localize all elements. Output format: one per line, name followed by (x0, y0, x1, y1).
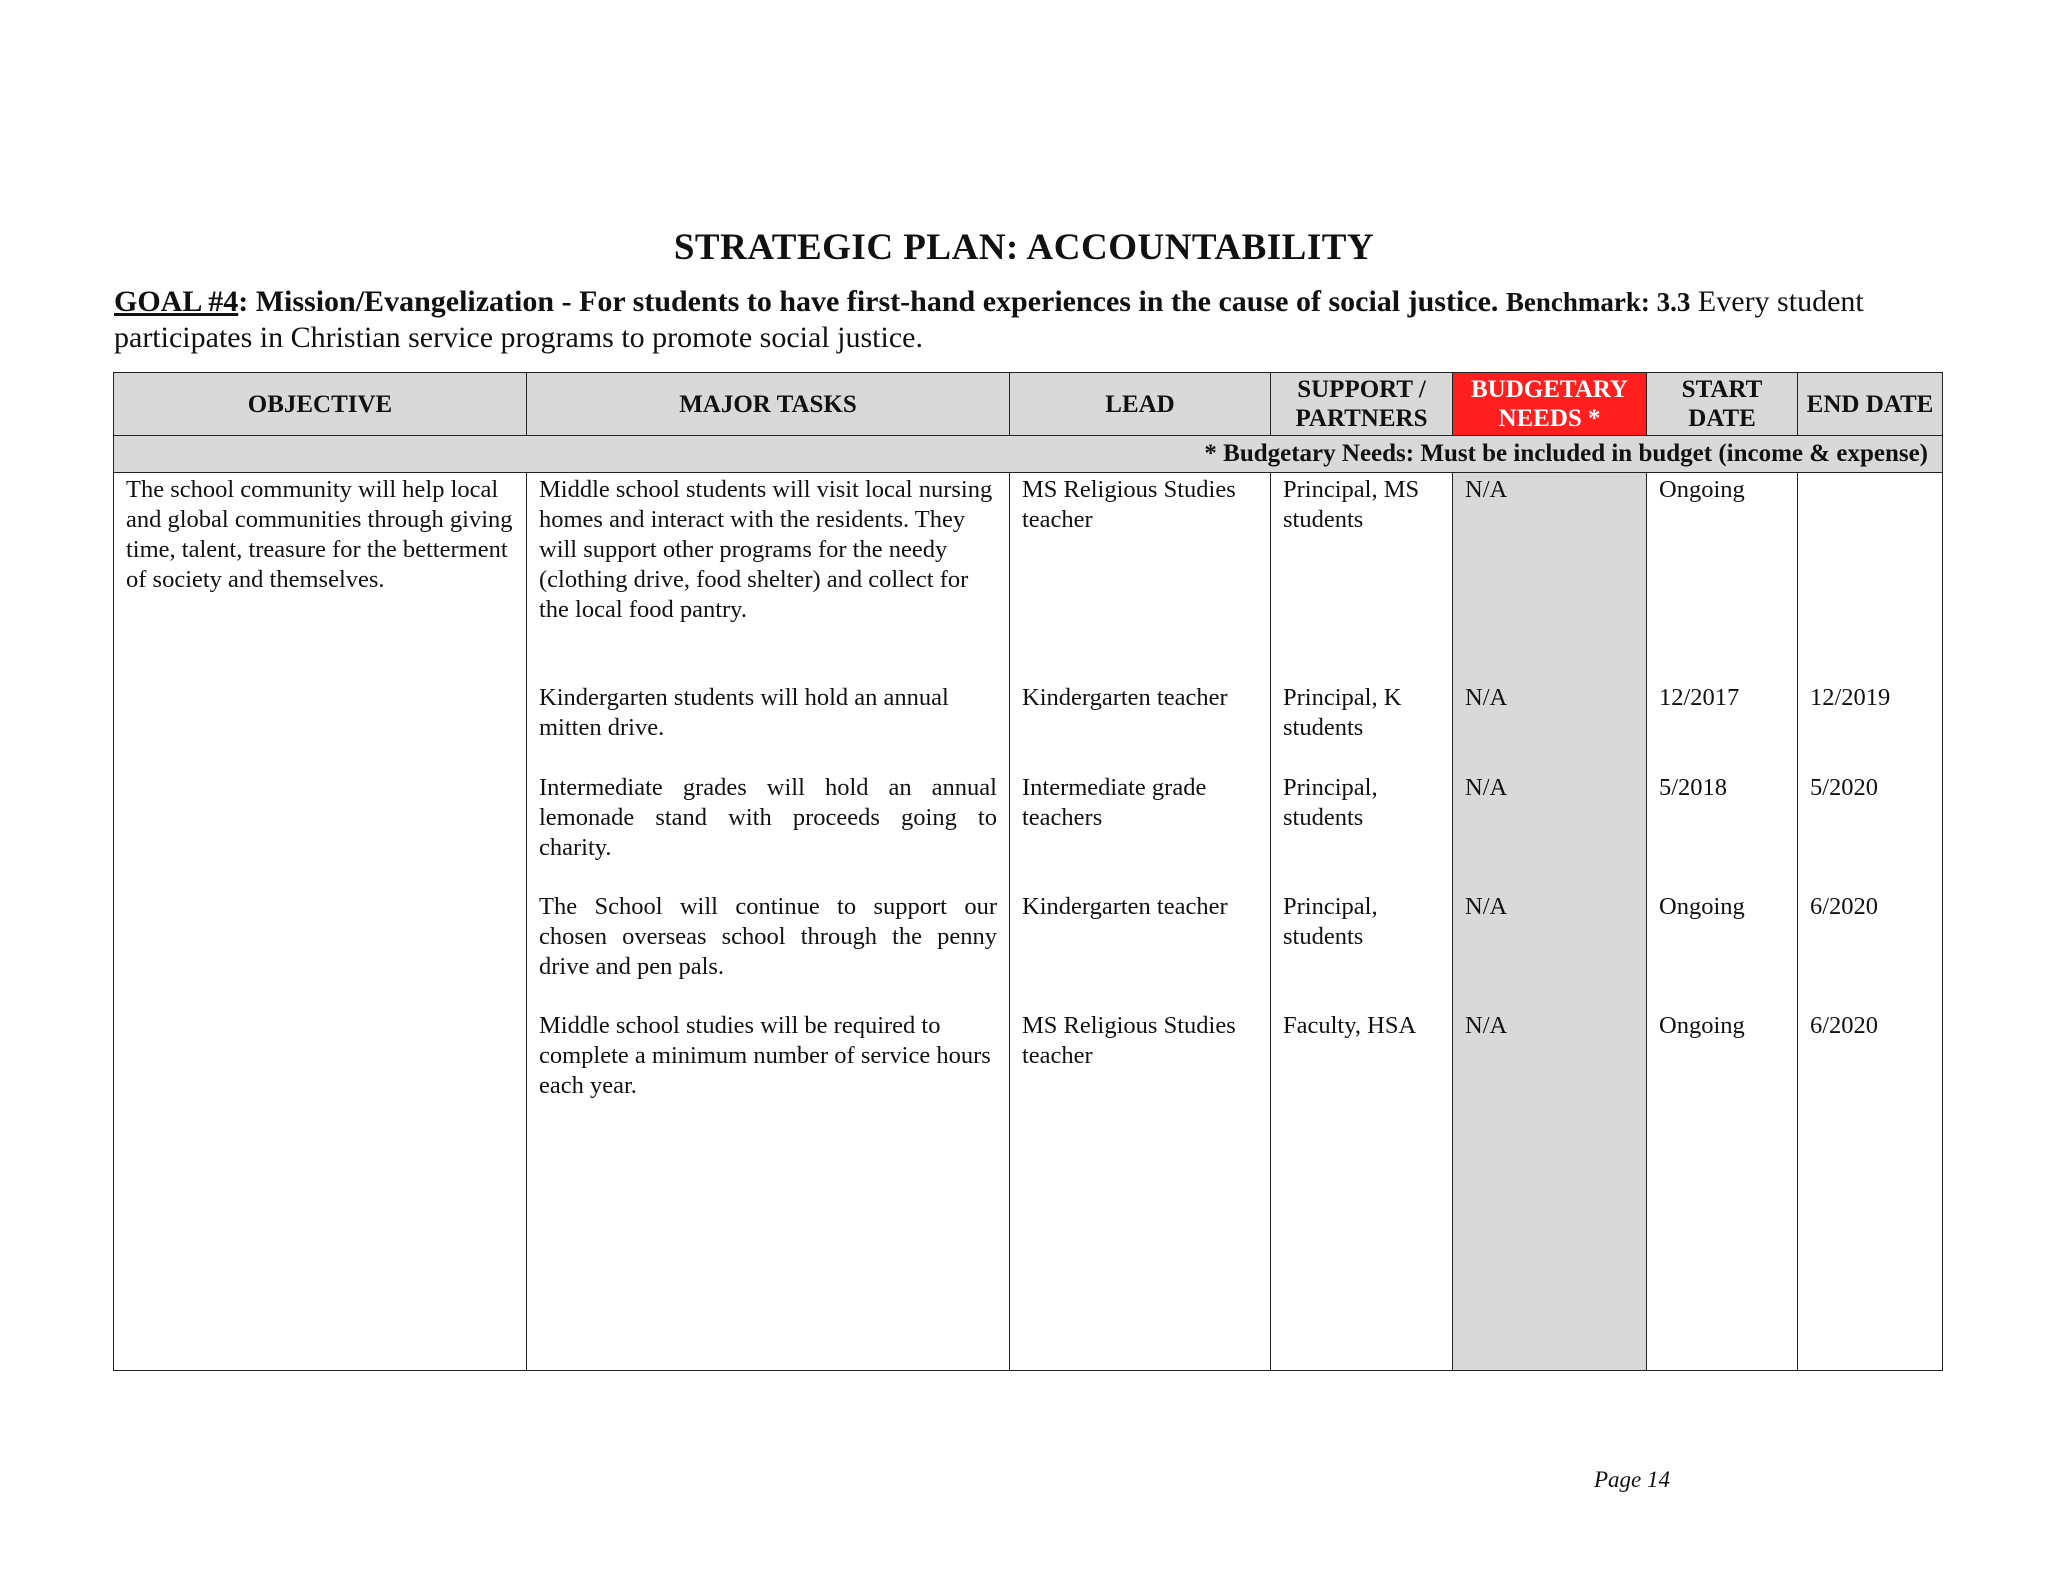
support-text: Principal, MS students (1283, 476, 1420, 533)
goal-heading: Mission/Evangelization - For students to have first-hand experiences in the cause of social justice. (255, 285, 1499, 318)
lead-text: Intermediate grade teachers (1022, 774, 1207, 831)
major-tasks-cell (527, 473, 1010, 1371)
budget-cell (1453, 473, 1647, 1371)
page-title: STRATEGIC PLAN: ACCOUNTABILITY (673, 227, 1375, 268)
objective-text: The school community will help local and global communities through giving time, talent, treasure for the betterment of society and themselves. (126, 476, 513, 593)
task-text: Intermediate grades will hold an annual lemonade stand with proceeds going to charity. (539, 774, 997, 861)
goal-statement (114, 284, 1944, 356)
end-date-text: 6/2020 (1810, 893, 1879, 920)
header-objective: OBJECTIVE (114, 373, 527, 436)
task-text: Middle school studies will be required to complete a minimum number of service hours each year. (539, 1012, 991, 1099)
budget-text: N/A (1465, 893, 1508, 920)
support-text: Principal, K students (1283, 684, 1402, 741)
start-date-text: 12/2017 (1659, 684, 1740, 711)
lead-cell (1010, 473, 1271, 1371)
lead-text: MS Religious Studies teacher (1022, 1012, 1236, 1069)
budget-text: N/A (1465, 774, 1508, 801)
end-date-text: 6/2020 (1810, 1012, 1879, 1039)
header-major-tasks: MAJOR TASKS (527, 373, 1010, 436)
end-date-cell (1798, 473, 1943, 1371)
strategic-plan-table (113, 372, 1943, 1371)
start-date-text: Ongoing (1659, 893, 1745, 920)
task-text: Middle school students will visit local nursing homes and interact with the residents. They will support other programs for the needy (clothing drive, food shelter) and collect for the local food pantry. (539, 476, 993, 623)
table-row (114, 473, 1943, 1371)
support-text: Faculty, HSA (1283, 1012, 1417, 1039)
benchmark-label: Benchmark: 3.3 (1505, 287, 1691, 317)
end-date-text: 12/2019 (1810, 684, 1891, 711)
task-text: Kindergarten students will hold an annual mitten drive. (539, 684, 949, 741)
header-lead: LEAD (1010, 373, 1271, 436)
lead-text: Kindergarten teacher (1022, 684, 1228, 711)
budget-text: N/A (1465, 476, 1508, 503)
start-date-cell (1647, 473, 1798, 1371)
support-text: Principal, students (1283, 893, 1378, 950)
start-date-text: Ongoing (1659, 1012, 1745, 1039)
end-date-text (1798, 473, 1942, 477)
budget-note: * Budgetary Needs: Must be included in budget (income & expense) (114, 436, 1943, 473)
benchmark-text: Every student participates in Christian service programs to promote social justice. (114, 285, 1864, 354)
budget-note-row (114, 436, 1943, 473)
support-text: Principal, students (1283, 774, 1378, 831)
support-cell (1271, 473, 1453, 1371)
goal-colon: : (238, 285, 256, 318)
end-date-text: 5/2020 (1810, 774, 1879, 801)
lead-text: Kindergarten teacher (1022, 893, 1228, 920)
lead-text: MS Religious Studies teacher (1022, 476, 1236, 533)
start-date-text: 5/2018 (1659, 774, 1728, 801)
page-number: Page 14 (1594, 1467, 1671, 1492)
start-date-text: Ongoing (1659, 476, 1745, 503)
header-support-partners: SUPPORT / PARTNERS (1271, 373, 1453, 436)
goal-label: GOAL #4 (114, 285, 239, 318)
header-start-date: START DATE (1647, 373, 1798, 436)
header-budgetary-needs: BUDGETARY NEEDS * (1453, 373, 1647, 436)
budget-text: N/A (1465, 684, 1508, 711)
header-end-date: END DATE (1798, 373, 1943, 436)
header-row (114, 373, 1943, 436)
task-text: The School will continue to support our chosen overseas school through the penny drive and pen pals. (539, 893, 997, 980)
budget-text: N/A (1465, 1012, 1508, 1039)
objective-cell (114, 473, 527, 1371)
